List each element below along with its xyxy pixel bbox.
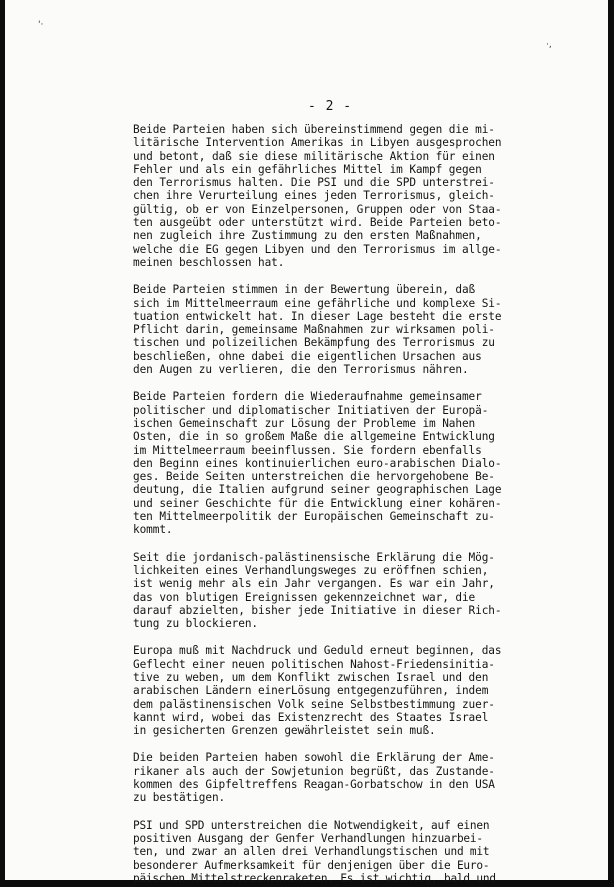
- text-line: päischen Mittelstreckenraketen. Es ist wichtig, bald und: [133, 871, 496, 885]
- text-line: arabischen Ländern einerLösung entgegenzuführen, indem: [133, 684, 489, 698]
- text-line: den Beginn eines kontinuierlichen euro-arabischen Dialo-: [133, 456, 502, 470]
- text-line: in gesicherten Grenzen gewährleistet sein muß.: [133, 724, 436, 738]
- paragraph: [133, 390, 523, 536]
- text-line: Seit die jordanisch-palästinensische Erklärung die Mög-: [133, 550, 495, 564]
- text-line: nen zugleich ihre Zustimmung zu den ersten Maßnahmen,: [133, 229, 482, 243]
- text-line: Osten, die in so großem Maße die allgemeine Entwicklung: [133, 430, 495, 444]
- text-line: tung zu blockieren.: [133, 617, 259, 631]
- paragraph: [133, 551, 523, 631]
- text-line: ischen Gemeinschaft zur Lösung der Probleme im Nahen: [133, 416, 476, 430]
- text-line: positiven Ausgang der Genfer Verhandlungen hinzuarbei-: [133, 831, 483, 845]
- text-line: chen ihre Verurteilung eines jeden Terrorismus, gleich-: [133, 189, 495, 203]
- text-line: sich im Mittelmeerraum eine gefährliche und komplexe Si-: [133, 296, 502, 310]
- margin-mark-top-right: ‧,: [546, 40, 552, 50]
- scan-border-right: [608, 0, 614, 887]
- text-line: kommen des Gipfeltreffens Reagan-Gorbatschow in den USA: [133, 778, 495, 792]
- text-line: zu bestätigen.: [133, 791, 226, 805]
- text-line: welche die EG gegen Libyen und den Terrorismus im allge-: [133, 242, 502, 256]
- text-line: tischen und polizeilichen Bekämpfung des Terrorismus zu: [133, 336, 495, 350]
- text-line: ges. Beide Seiten unterstreichen die hervorgehobene Be-: [133, 470, 495, 484]
- text-line: ten, und zwar an allen drei Verhandlungstischen und mit: [133, 845, 490, 859]
- text-line: tuation entwickelt hat. In dieser Lage besteht die erste: [133, 309, 502, 323]
- paragraph: [133, 819, 523, 885]
- text-line: ist wenig mehr als ein Jahr vergangen. Es war ein Jahr,: [133, 577, 495, 591]
- text-line: im Mittelmeerraum beeinflussen. Sie fordern ebenfalls: [133, 443, 482, 457]
- text-line: Pflicht darin, gemeinsame Maßnahmen zur wirksamen poli-: [133, 323, 495, 337]
- text-line: darauf abzielten, bisher jede Initiative in dieser Rich-: [133, 603, 502, 617]
- text-line: das von blutigen Ereignissen gekennzeichnet war, die: [133, 590, 476, 604]
- paragraph: [133, 283, 523, 376]
- text-line: besonderer Aufmerksamkeit für denjenigen über die Euro-: [133, 858, 490, 872]
- text-line: den Terrorismus halten. Die PSI und die SPD unterstrei-: [133, 176, 495, 190]
- text-line: und seiner Geschichte für die Entwicklung einer kohären-: [133, 496, 502, 510]
- text-line: Beide Parteien haben sich übereinstimmend gegen die mi-: [133, 123, 495, 136]
- text-line: gültig, ob er von Einzelpersonen, Gruppen oder von Staa-: [133, 202, 502, 216]
- text-line: tive zu weben, um dem Konflikt zwischen Israel und den: [133, 670, 489, 684]
- text-line: litärische Intervention Amerikas in Libyen ausgesprochen: [133, 136, 502, 150]
- paragraph: [133, 123, 523, 269]
- margin-mark-top-left: '‧: [38, 20, 44, 30]
- text-line: lichkeiten eines Verhandlungsweges zu eröffnen schien,: [133, 563, 489, 577]
- text-line: ten ausgeübt oder unterstützt wird. Beide Parteien beto-: [133, 216, 502, 230]
- paragraph: [133, 751, 523, 804]
- page-number: - 2 -: [308, 99, 353, 114]
- text-line: Beide Parteien stimmen in der Bewertung überein, daß: [133, 283, 476, 297]
- text-line: kommt.: [133, 523, 173, 537]
- text-line: Geflecht einer neuen politischen Nahost-Friedensinitia-: [133, 657, 495, 671]
- paragraph: [133, 644, 523, 737]
- text-line: dem palästinensischen Volk seine Selbstbestimmung zuer-: [133, 697, 495, 711]
- text-line: politischer und diplomatischer Initiativen der Europä-: [133, 403, 489, 417]
- text-line: Fehler und als ein gefährliches Mittel im Kampf gegen: [133, 162, 482, 176]
- text-line: deutung, die Italien aufgrund seiner geographischen Lage: [133, 483, 502, 497]
- text-line: Die beiden Parteien haben sowohl die Erklärung der Ame-: [133, 751, 495, 765]
- text-line: Europa muß mit Nachdruck und Geduld erneut beginnen, das: [133, 644, 502, 658]
- text-line: PSI und SPD unterstreichen die Notwendigkeit, auf einen: [133, 818, 490, 832]
- text-line: beschließen, ohne dabei die eigentlichen Ursachen aus: [133, 349, 482, 363]
- text-line: Beide Parteien fordern die Wiederaufnahme gemeinsamer: [133, 390, 482, 404]
- text-line: rikaner als auch der Sowjetunion begrüßt, das Zustande-: [133, 764, 495, 778]
- text-line: den Augen zu verlieren, die den Terrorismus nähren.: [133, 363, 469, 377]
- text-line: meinen beschlossen hat.: [133, 255, 285, 269]
- text-line: und betont, daß sie diese militärische Aktion für einen: [133, 149, 495, 163]
- text-line: kannt wird, wobei das Existenzrecht des Staates Israel: [133, 710, 489, 724]
- scan-border-left: [0, 0, 5, 887]
- body-text: [133, 123, 523, 887]
- text-line: ten Mittelmeerpolitik der Europäischen Gemeinschaft zu-: [133, 510, 495, 524]
